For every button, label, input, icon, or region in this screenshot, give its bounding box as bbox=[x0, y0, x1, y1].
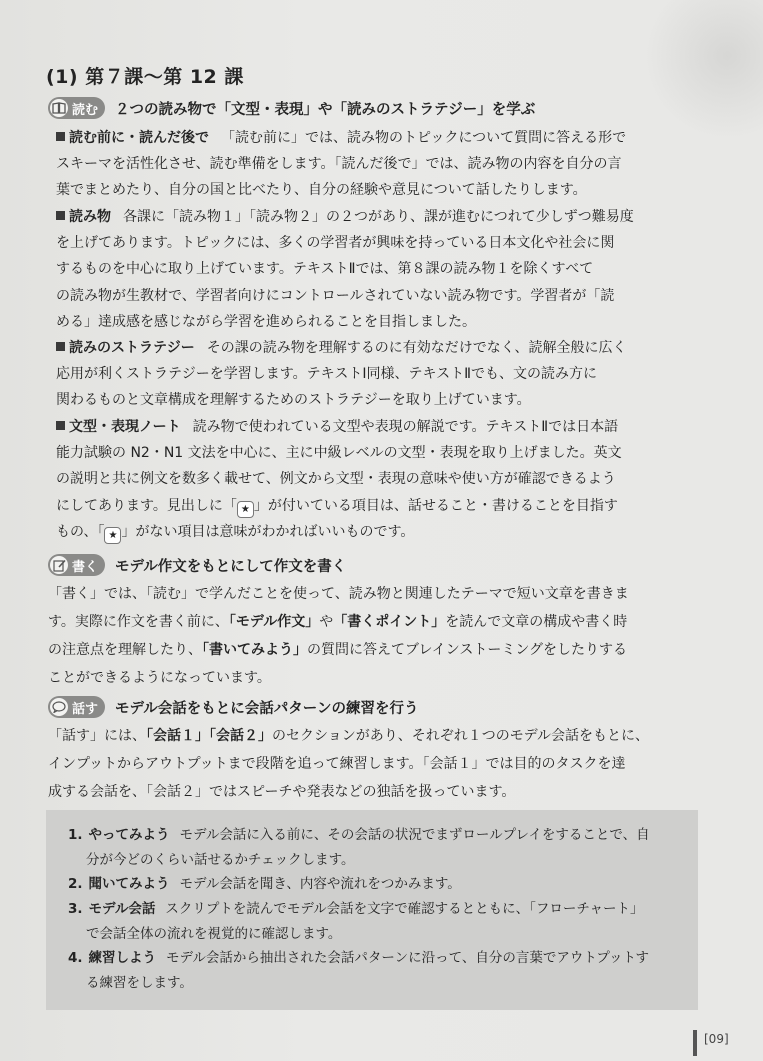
page-number: [09] bbox=[704, 1032, 729, 1046]
write-title: モデル作文をもとにして作文を書く bbox=[115, 558, 347, 575]
star-speak-icon: ★ bbox=[104, 527, 121, 544]
read-title: ２つの読み物で「文型・表現」や「読みのストラテジー」を学ぶ bbox=[115, 101, 536, 118]
step-num: 4. bbox=[68, 950, 83, 966]
read-badge bbox=[48, 97, 105, 119]
item-line: の読み物が生教材で、学習者向けにコントロールされていない読み物です。学習者が「読 bbox=[56, 287, 615, 304]
para-line: の質問に答えてブレインストーミングをしたりする bbox=[307, 642, 628, 658]
section-title: (1) 第７課〜第 12 課 bbox=[46, 66, 244, 88]
para-line: や bbox=[319, 614, 334, 630]
step-name: モデル会話 bbox=[88, 901, 156, 917]
read-heading bbox=[48, 97, 535, 119]
para-bold: 「書いてみよう」 bbox=[202, 642, 307, 658]
para-bold: 「書くポイント」 bbox=[333, 614, 446, 630]
book-icon bbox=[50, 99, 68, 117]
para-line: を読んで文章の構成や書く時 bbox=[445, 614, 628, 630]
footer-bar bbox=[693, 1030, 697, 1056]
read-item-note bbox=[56, 414, 716, 545]
para-line: インプットからアウトプットまで段階を追って練習します。「会話１」では目的のタスクを達 bbox=[48, 756, 626, 772]
para-bold: 「会話１」「会話２」 bbox=[146, 728, 272, 744]
item-line: もの、「 bbox=[56, 523, 105, 540]
para-line: す。実際に作文を書く前に、 bbox=[48, 614, 229, 630]
step-num: 1. bbox=[68, 827, 83, 843]
item-line: にしてあります。見出しに「 bbox=[56, 497, 237, 514]
para-line: のセクションがあり、それぞれ１つのモデル会話をもとに、 bbox=[272, 728, 650, 744]
speak-title: モデル会話をもとに会話パターンの練習を行う bbox=[115, 700, 419, 717]
item-line: 」が付いている項目は、話せること・書けることを目指す bbox=[253, 497, 618, 514]
item-line: の説明と共に例文を数多く載せて、例文から文型・表現の意味や使い方が確認できるよう bbox=[56, 471, 616, 488]
step-line: スクリプトを読んでモデル会話を文字で確認するとともに、「フローチャート」 bbox=[165, 901, 644, 917]
item-line: 葉でまとめたり、自分の国と比べたり、自分の経験や意見について話したりします。 bbox=[56, 182, 587, 199]
item-line: 「読む前に」では、読み物のトピックについて質問に答える形で bbox=[221, 130, 627, 146]
write-paragraph bbox=[48, 580, 728, 692]
speech-bubble-icon bbox=[50, 698, 68, 716]
step-name: 聞いてみよう bbox=[88, 876, 170, 892]
item-line: 各課に「読み物１」「読み物２」の２つがあり、課が進むにつれて少しずつ難易度 bbox=[123, 209, 634, 225]
read-item-yomimono bbox=[56, 204, 716, 335]
item-line: 応用が利くストラテジーを学習します。テキストⅠ同様、テキストⅡでも、文の読み方に bbox=[56, 366, 598, 383]
para-line: ことができるようになっています。 bbox=[48, 670, 271, 686]
item-line: 読み物で使われている文型や表現の解説です。テキストⅡでは日本語 bbox=[192, 419, 619, 435]
step-2 bbox=[68, 872, 688, 897]
write-heading bbox=[48, 554, 346, 576]
item-line: を上げてあります。トピックには、多くの学習者が興味を持っている日本文化や社会に関 bbox=[56, 235, 615, 252]
speak-heading bbox=[48, 696, 419, 718]
read-badge-label: 読む bbox=[72, 102, 99, 118]
read-item-before-after bbox=[56, 125, 716, 204]
speak-badge-label: 話す bbox=[72, 701, 99, 717]
item-head: 文型・表現ノート bbox=[69, 419, 181, 435]
bullet-square-icon bbox=[56, 421, 65, 430]
step-line: で会話全体の流れを視覚的に確認します。 bbox=[86, 926, 342, 942]
step-name: やってみよう bbox=[88, 827, 170, 843]
step-line: る練習をします。 bbox=[86, 975, 193, 991]
item-line: める」達成感を感じながら学習を進められることを目指しました。 bbox=[56, 313, 476, 330]
bullet-square-icon bbox=[56, 132, 65, 141]
write-badge bbox=[48, 554, 105, 576]
step-num: 3. bbox=[68, 901, 83, 917]
item-line: 」がない項目は意味がわかればいいものです。 bbox=[121, 523, 415, 540]
bullet-square-icon bbox=[56, 211, 65, 220]
item-line: その課の読み物を理解するのに有効なだけでなく、読解全般に広く bbox=[206, 340, 627, 356]
step-4 bbox=[68, 946, 688, 996]
bleed-through bbox=[643, 0, 763, 140]
item-line: スキーマを活性化させ、読む準備をします。「読んだ後で」では、読み物の内容を自分の言 bbox=[56, 156, 622, 173]
item-head: 読みのストラテジー bbox=[69, 340, 195, 356]
item-head: 読み物 bbox=[69, 209, 111, 225]
item-line: 関わるものと文章構成を理解するためのストラテジーを取り上げています。 bbox=[56, 392, 531, 409]
para-line: 「話す」には、 bbox=[48, 728, 146, 744]
item-line: 能力試験の N2・N1 文法を中心に、主に中級レベルの文型・表現を取り上げました。英文 bbox=[56, 445, 622, 462]
read-item-strategy bbox=[56, 335, 716, 414]
pencil-note-icon bbox=[50, 556, 68, 574]
step-line: モデル会話を聞き、内容や流れをつかみます。 bbox=[179, 876, 461, 892]
speak-paragraph bbox=[48, 722, 728, 806]
step-num: 2. bbox=[68, 876, 83, 892]
para-line: 「書く」では、「読む」で学んだことを使って、読み物と関連したテーマで短い文章を書きま bbox=[48, 586, 629, 602]
para-bold: 「モデル作文」 bbox=[228, 614, 320, 630]
step-line: 分が今どのくらい話せるかチェックします。 bbox=[86, 852, 355, 868]
star-speak-icon: ★ bbox=[237, 501, 254, 518]
para-line: の注意点を理解したり、 bbox=[48, 642, 202, 658]
item-line: するものを中心に取り上げています。テキストⅡでは、第８課の読み物１を除くすべて bbox=[56, 261, 594, 278]
step-line: モデル会話に入る前に、その会話の状況でまずロールプレイをすることで、自 bbox=[179, 827, 650, 843]
step-line: モデル会話から抽出された会話パターンに沿って、自分の言葉でアウトプットす bbox=[166, 950, 650, 966]
item-head: 読む前に・読んだ後で bbox=[69, 130, 209, 146]
step-3 bbox=[68, 897, 688, 947]
step-1 bbox=[68, 823, 688, 873]
para-line: 成する会話を、「会話２」ではスピーチや発表などの独話を扱っています。 bbox=[48, 784, 516, 800]
speak-badge bbox=[48, 696, 105, 718]
bullet-square-icon bbox=[56, 342, 65, 351]
write-badge-label: 書く bbox=[72, 559, 99, 575]
step-name: 練習しよう bbox=[88, 950, 157, 966]
